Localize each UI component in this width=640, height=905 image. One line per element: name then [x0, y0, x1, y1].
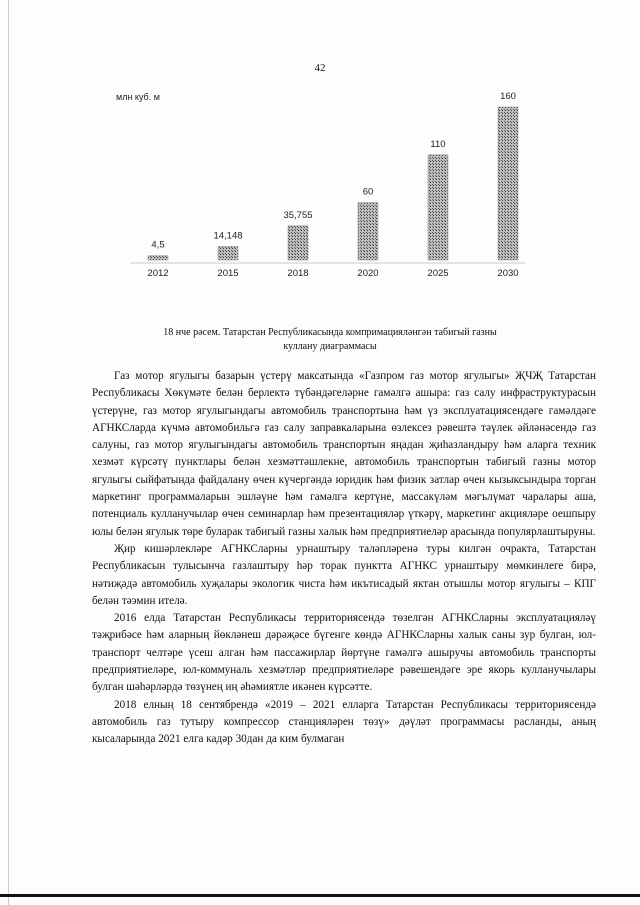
data-label-2015: 14,148 — [213, 230, 243, 242]
figure-caption — [120, 326, 540, 354]
data-label-2025: 110 — [430, 138, 446, 150]
data-label-2030: 160 — [500, 91, 516, 102]
data-label-2018: 35,755 — [283, 209, 313, 221]
tick-label-2025: 2025 — [427, 268, 449, 279]
tick-label-2012: 2012 — [147, 268, 169, 279]
y-axis-label: млн куб. м — [116, 92, 160, 102]
bar-2020 — [358, 203, 378, 260]
scan-edge-line — [8, 0, 9, 905]
paragraph-2: Җир кишәрлекләре АГНКСларны урнаштыру таләпләренә туры килгән очракта, Татарстан Республикасын тулысынча газлаштыру һәр торак пунктта АГНКС урнаштыру мөмкинлеге бирә, нәтиҗәдә автомобиль хуҗалары экологик чиста һәм икътисадый яктан отышлы мотор ягулыгы – КПГ белән тәэмин ителә. — [92, 542, 596, 607]
bar-2015 — [218, 246, 238, 260]
data-label-2020: 60 — [362, 186, 374, 198]
paragraph-1: Газ мотор ягулыгы базарын үстерү максатында «Газпром газ мотор ягулыгы» ҖЧҖ Татарстан Республикасы Хөкүмәте белән берлектә түбәндәгеләрне гамәлгә ашыра: газ салу инфраструктурасын үстерүне, газ мотор ягулыгындагы автомобиль транспортына һәм үз эксплуатациясендәге гамәлдәге АГНКСларда күчмә автомобильгә газ салу заправкаларына өзлексез рәвештә тәүлек әйләнәсендә газ салуны, газ мотор ягулыгындагы автомобиль транспортын яңадан җиһазландыру һәм аларга техник хезмәт күрсәтү пунктлары белән хезмәттәшлекне, автомобиль транспортын табигый газны мотор ягулыгы сыйфатында файдалану өчен күчергәндә юридик һәм физик затлар өчен кызыксындыра торган маркетинг программаларын эшләүне һәм гамәлгә кертүне, массакүләм мәгълүмат чаралары аша, потенциаль кулланучылар өчен семинарлар һәм презентацияләр үткәрү, маркетинг акцияләре оешпыру юлы белән ягулык төре буларак табигый газны халык һәм предприятиеләр арасында популярлаштыруны. — [92, 370, 596, 538]
tick-label-2020: 2020 — [357, 268, 379, 279]
data-label-2012: 4,5 — [151, 239, 165, 251]
tick-label-2015: 2015 — [217, 268, 239, 279]
bars-group — [147, 91, 518, 279]
tick-label-2030: 2030 — [497, 268, 519, 279]
paragraph-3: 2016 елда Татарстан Республикасы территориясендә төзелгән АГНКСларны эксплуатацияләү тәҗрибәсе һәм аларның йөкләнеш дәрәҗәсе бүгенге көндә АГНКСларны халык саны зур булган, юл-транспорт челтәре үсеш алган һәм пассажирлар йөртүне гамәлгә ашыручы автомобиль транспорты предприятиеләре, юл-коммуналь хезмәтләр предприятиеләре рәвешендәге эре якорь кулланучылары булган шәһәрләрдә төзүнең иң әһәмиятле икәнен күрсәтте. — [92, 612, 596, 694]
gas-consumption-bar-chart — [100, 80, 540, 295]
caption-line-1: 18 нче рәсем. Татарстан Республикасында компримацияләнгән табигый газны — [163, 327, 497, 338]
bar-2025 — [428, 155, 448, 260]
scan-bottom-edge — [0, 894, 640, 897]
caption-line-2: куллану диаграммасы — [283, 341, 377, 352]
body-text — [92, 368, 596, 749]
bar-2012 — [148, 256, 168, 260]
tick-label-2018: 2018 — [287, 268, 309, 279]
paragraph-4: 2018 елның 18 сентябрендә «2019 – 2021 елларга Татарстан Республикасы территориясендә автомобиль газ тутыру компрессор станцияләрен төзү» дәүләт программасы расланды, аның кысаларында 2021 елга кадәр 30дан да ким булмаган — [92, 698, 596, 746]
bar-2018 — [288, 226, 308, 260]
bar-2030 — [498, 107, 518, 260]
page-number: 42 — [314, 62, 326, 74]
